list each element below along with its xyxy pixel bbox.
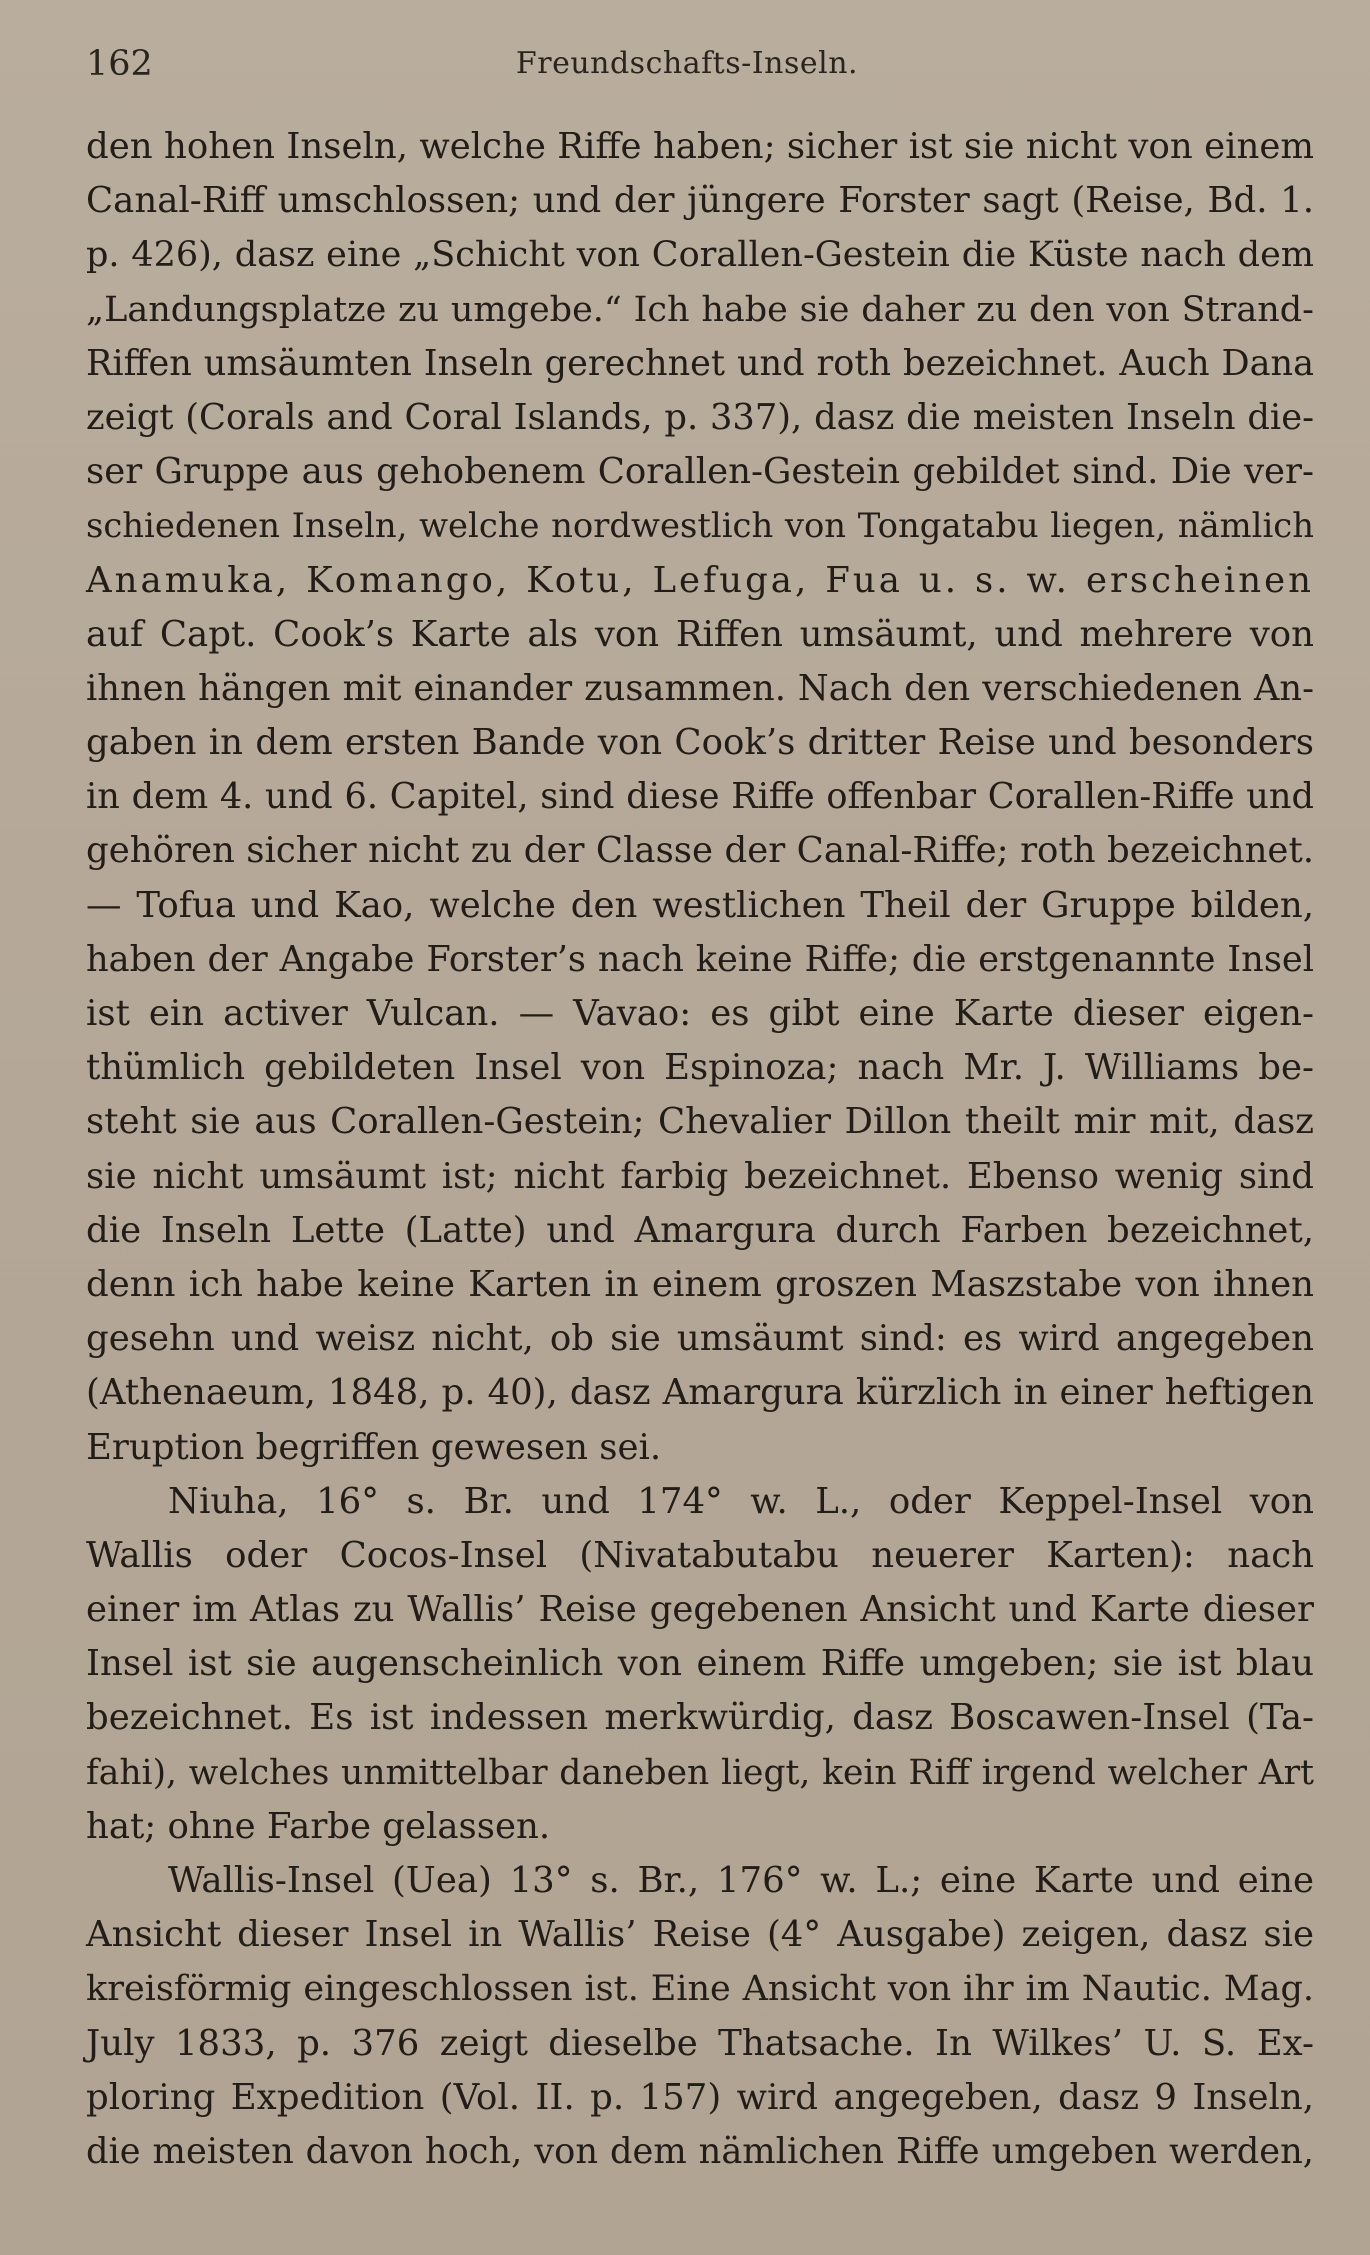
text-line: ist ein activer Vulcan. — Vavao: es gibt eine Karte dieser eigen- (86, 993, 1314, 1034)
text-line: July 1833, p. 376 zeigt dieselbe Thatsache. In Wilkes’ U. S. Ex- (86, 2022, 1314, 2064)
text-line-paragraph-end: Eruption begriffen gewesen sei. (86, 1426, 662, 1468)
text-line: Riffen umsäumten Inseln gerechnet und roth bezeichnet. Auch Dana (86, 342, 1314, 384)
text-line: gesehn und weisz nicht, ob sie umsäumt sind: es wird angegeben (86, 1318, 1314, 1360)
text-line-paragraph-start: Niuha, 16° s. Br. und 174° w. L., oder Keppel-Insel von (168, 1480, 1314, 1522)
text-line: ihnen hängen mit einander zusammen. Nach den verschiedenen An- (86, 667, 1314, 709)
text-line: sie nicht umsäumt ist; nicht farbig bezeichnet. Ebenso wenig sind (86, 1155, 1314, 1197)
text-line: den hohen Inseln, welche Riffe haben; sicher ist sie nicht von einem (86, 126, 1314, 167)
text-line: auf Capt. Cook’s Karte als von Riffen umsäumt, und mehrere von (86, 613, 1314, 655)
text-line: Insel ist sie augenscheinlich von einem Riffe umgeben; sie ist blau (86, 1643, 1314, 1685)
text-line: kreisförmig eingeschlossen ist. Eine Ansicht von ihr im Nautic. Mag. (86, 1968, 1314, 2010)
text-line-paragraph-end: hat; ohne Farbe gelassen. (86, 1805, 551, 1847)
text-line: haben der Angabe Forster’s nach keine Riffe; die erstgenannte Insel (86, 938, 1314, 980)
text-line: ser Gruppe aus gehobenem Corallen-Gestein gebildet sind. Die ver- (86, 451, 1314, 493)
text-line: schiedenen Inseln, welche nordwestlich von Tongatabu liegen, nämlich (86, 506, 1314, 546)
text-line: Canal-Riff umschlossen; und der jüngere Forster sagt (Reise, Bd. 1. (86, 180, 1314, 222)
text-line: Ansicht dieser Insel in Wallis’ Reise (4° Ausgabe) zeigen, dasz sie (86, 1914, 1314, 1956)
text-line: Wallis oder Cocos-Insel (Nivatabutabu neuerer Karten): nach (86, 1534, 1314, 1576)
text-line: fahi), welches unmittelbar daneben liegt, kein Riff irgend welcher Art (86, 1752, 1314, 1793)
text-line-paragraph-start: Wallis-Insel (Uea) 13° s. Br., 176° w. L.; eine Karte und eine (168, 1860, 1314, 1901)
text-line: p. 426), dasz eine „Schicht von Corallen-Gestein die Küste nach dem (86, 234, 1314, 276)
text-line: Anamuka, Komango, Kotu, Lefuga, Fua u. s. w. erscheinen (86, 559, 1314, 601)
text-line: die meisten davon hoch, von dem nämlichen Riffe umgeben werden, (86, 2130, 1314, 2172)
text-line: gehören sicher nicht zu der Classe der Canal-Riffe; roth bezeichnet. (86, 830, 1314, 872)
text-line: thümlich gebildeten Insel von Espinoza; nach Mr. J. Williams be- (86, 1047, 1314, 1089)
text-line: in dem 4. und 6. Capitel, sind diese Riffe offenbar Corallen-Riffe und (86, 776, 1314, 818)
text-line: zeigt (Corals and Coral Islands, p. 337), dasz die meisten Inseln die- (86, 396, 1314, 438)
text-line: „Landungsplatze zu umgebe.“ Ich habe sie daher zu den von Strand- (86, 289, 1314, 330)
text-line: bezeichnet. Es ist indessen merkwürdig, dasz Boscawen-Insel (Ta- (86, 1697, 1314, 1739)
text-line: steht sie aus Corallen-Gestein; Chevalier Dillon theilt mir mit, dasz (86, 1101, 1314, 1143)
page-number: 162 (86, 44, 153, 84)
text-line: — Tofua und Kao, welche den westlichen Theil der Gruppe bilden, (86, 884, 1314, 926)
text-line: ploring Expedition (Vol. II. p. 157) wird angegeben, dasz 9 Inseln, (86, 2076, 1314, 2118)
page-header (86, 40, 1288, 90)
text-line: die Inseln Lette (Latte) und Amargura durch Farben bezeichnet, (86, 1209, 1314, 1251)
text-line: einer im Atlas zu Wallis’ Reise gegebenen Ansicht und Karte dieser (86, 1589, 1314, 1631)
body-text (86, 120, 1314, 2179)
text-line: denn ich habe keine Karten in einem groszen Maszstabe von ihnen (86, 1263, 1314, 1305)
text-line: (Athenaeum, 1848, p. 40), dasz Amargura kürzlich in einer heftigen (86, 1372, 1314, 1414)
text-line: gaben in dem ersten Bande von Cook’s dritter Reise und besonders (86, 722, 1314, 764)
running-title: Freundschafts-Inseln. (515, 46, 859, 81)
